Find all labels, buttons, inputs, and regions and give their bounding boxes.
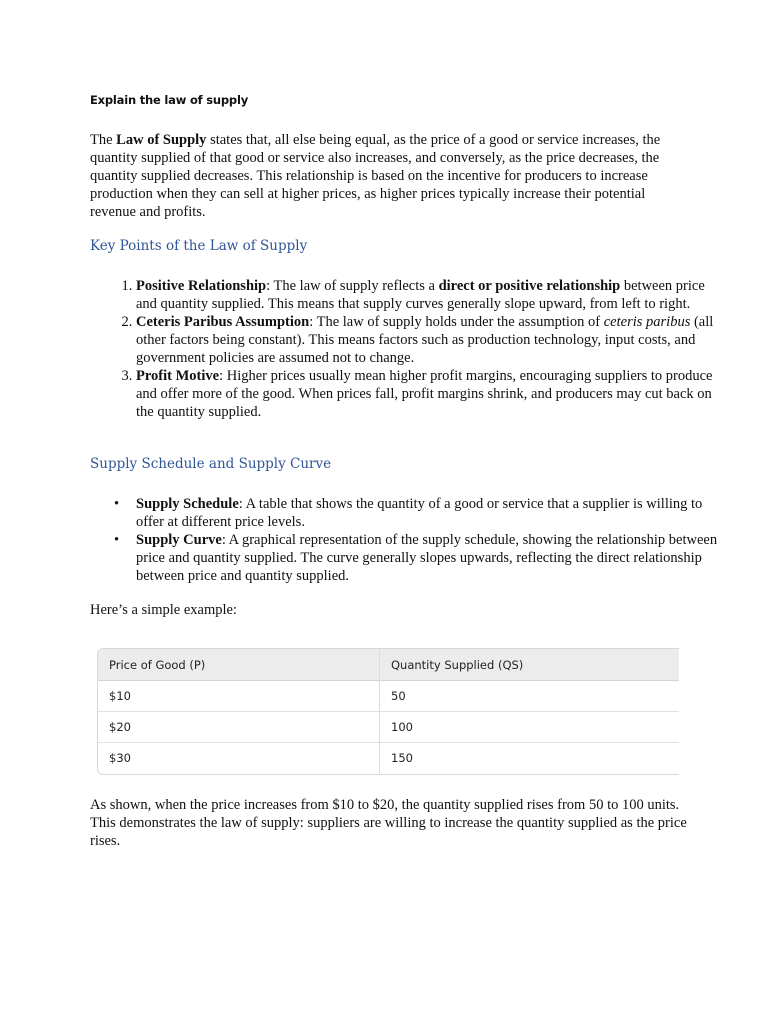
bullet-icon: •	[114, 496, 120, 512]
table-cell-price: $30	[98, 743, 380, 774]
list-item	[136, 367, 726, 421]
section-heading-key-points: Key Points of the Law of Supply	[90, 238, 308, 254]
list-item-term: Supply Schedule	[136, 496, 239, 512]
list-item-term: Positive Relationship	[136, 278, 267, 294]
list-item	[136, 313, 726, 367]
list-item-text: (all other factors being constant). This means factors such as production technology, input costs, and government policies are assumed not to change.	[136, 314, 714, 366]
intro-prefix: The	[90, 132, 117, 148]
outro-paragraph: As shown, when the price increases from $10 to $20, the quantity supplied rises from 50 to 100 units. This demonstrates the law of supply: suppliers are willing to increase the quantity supplied as the price rises.	[90, 797, 687, 849]
list-item-text: : A graphical representation of the supply schedule, showing the relationship between price and quantity supplied. The curve generally slopes upwards, reflecting the direct relationship between price and quantity supplied.	[136, 532, 718, 584]
table-row	[98, 712, 679, 743]
intro-paragraph	[90, 131, 690, 221]
key-points-list	[90, 277, 726, 421]
list-item-text: : A table that shows the quantity of a good or service that a supplier is willing to offer at different price levels.	[136, 496, 703, 530]
list-item-text: : Higher prices usually mean higher profit margins, encouraging suppliers to produce and offer more of the good. When prices fall, profit margins shrink, and producers may cut back on the quantity supplied.	[136, 368, 713, 420]
table-row	[98, 681, 679, 712]
table-cell-price: $10	[98, 681, 380, 712]
table-cell-quantity: 100	[380, 712, 680, 743]
example-label: Here’s a simple example:	[90, 602, 237, 618]
supply-schedule-table	[97, 648, 679, 775]
list-item-text: : The law of supply reflects a	[266, 278, 439, 294]
bullet-icon: •	[114, 532, 120, 548]
schedule-curve-list	[90, 495, 726, 585]
table-header-row	[98, 649, 679, 681]
list-item-term: Ceteris Paribus Assumption	[136, 314, 310, 330]
table-cell-quantity: 150	[380, 743, 680, 774]
intro-text: states that, all else being equal, as the price of a good or service increases, the quantity supplied of that good or service also increases, and conversely, as the price decreases, the quantity supplied decreases. This relationship is based on the incentive for producers to increase production when they can sell at higher prices, as higher prices typically increase their potential revenue and profits.	[90, 132, 661, 220]
list-item	[114, 495, 726, 531]
column-header-quantity: Quantity Supplied (QS)	[380, 649, 680, 681]
table-row	[98, 743, 679, 774]
list-item-text: : The law of supply holds under the assumption of	[309, 314, 604, 330]
list-item	[114, 531, 726, 585]
intro-term: Law of Supply	[116, 132, 207, 148]
list-item-text: between price and quantity supplied. This means that supply curves generally slope upward, from left to right.	[136, 278, 705, 312]
list-item	[136, 277, 726, 313]
list-item-term: Profit Motive	[136, 368, 220, 384]
list-item-emphasis: ceteris paribus	[603, 314, 691, 330]
table-cell-price: $20	[98, 712, 380, 743]
column-header-price: Price of Good (P)	[98, 649, 380, 681]
table-cell-quantity: 50	[380, 681, 680, 712]
list-item-emphasis: direct or positive relationship	[438, 278, 621, 294]
question-prompt: Explain the law of supply	[90, 93, 248, 107]
section-heading-schedule-curve: Supply Schedule and Supply Curve	[90, 456, 332, 472]
list-item-term: Supply Curve	[136, 532, 222, 548]
